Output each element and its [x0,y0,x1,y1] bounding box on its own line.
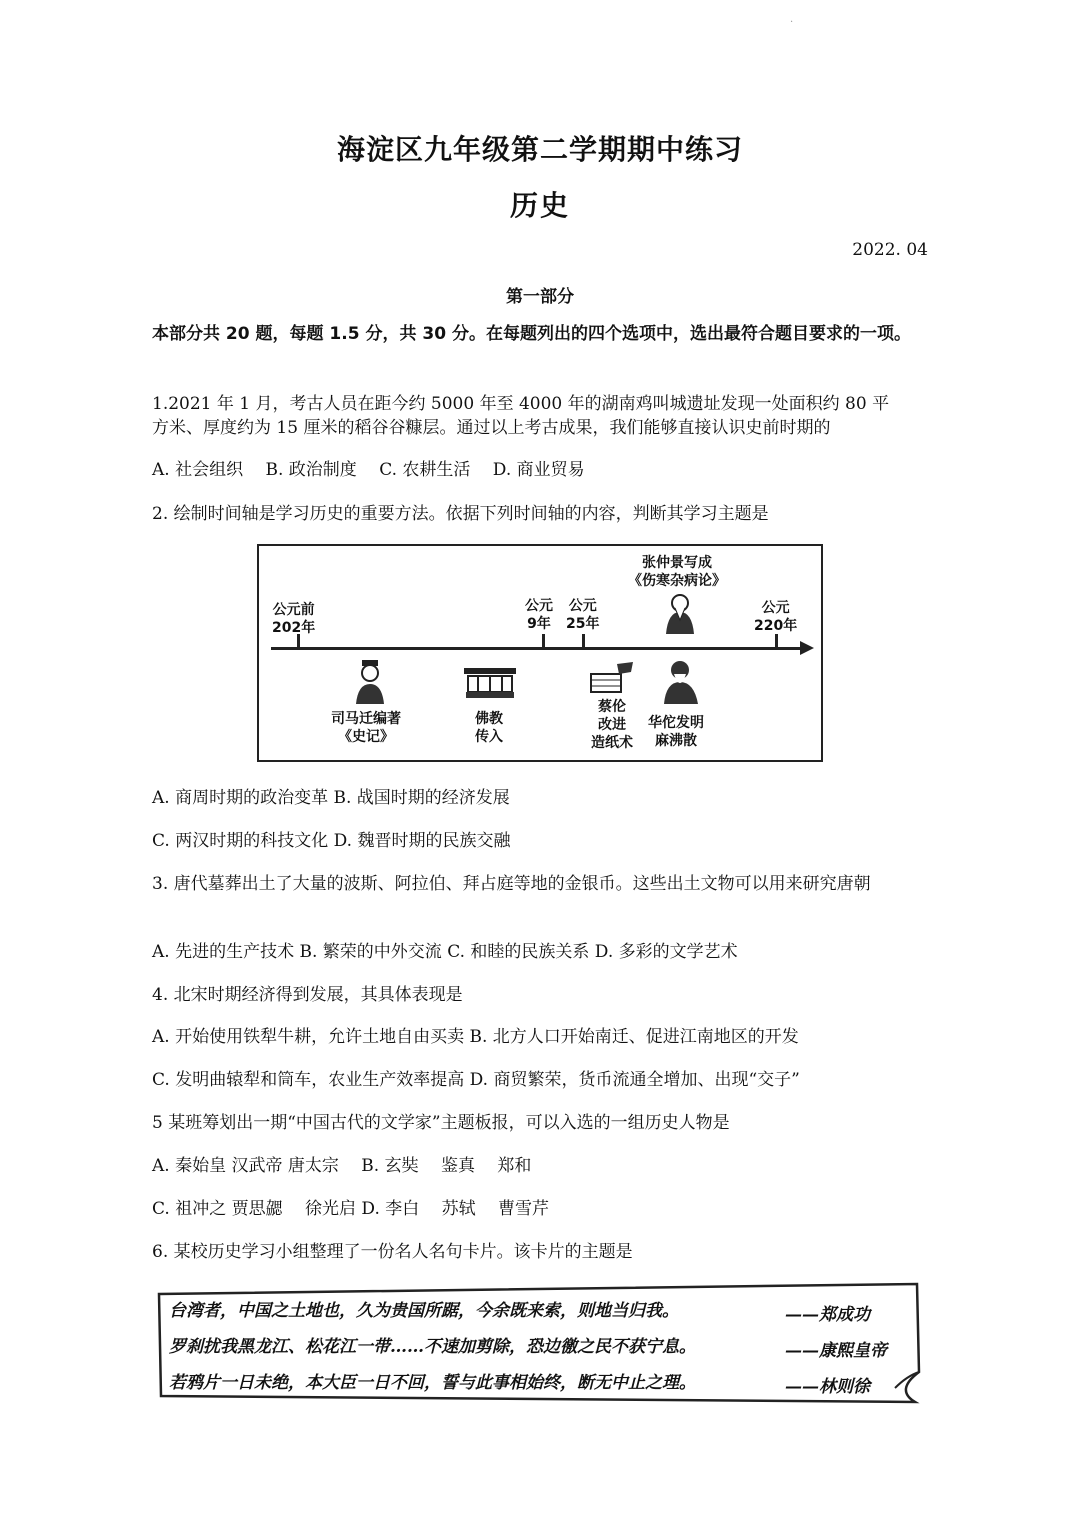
timeline-axis [271,647,801,650]
q2-options-cd: C. 两汉时期的科技文化 D. 魏晋时期的民族交融 [152,831,511,851]
buddhism-temple-icon [462,664,518,700]
timeline-tick [582,634,585,650]
q4-options-ab: A. 开始使用铁犁牛耕，允许土地自由买卖 B. 北方人口开始南迁、促进江南地区的开发 [152,1027,799,1047]
timeline-date-220ad: 公元 220年 [754,600,798,634]
timeline-event-simaqian: 司马迁编著 《史记》 [331,711,401,745]
q5-options-cd: C. 祖冲之 贾思勰 徐光启 D. 李白 苏轼 曹雪芹 [152,1199,550,1219]
q1-stem-line2: 方米、厚度约为 15 厘米的稻谷谷糠层。通过以上考古成果，我们能够直接认识史前时期的 [152,418,831,438]
q2-options-ab: A. 商周时期的政治变革 B. 战国时期的经济发展 [152,788,510,808]
exam-date: 2022. 04 [852,240,928,260]
timeline-tick [542,634,545,650]
timeline-date-9ad: 公元 9年 [525,598,553,632]
exam-title: 海淀区九年级第二学期期中练习 [336,133,743,166]
simaqian-portrait-icon [352,660,388,704]
q3-stem: 3. 唐代墓葬出土了大量的波斯、阿拉伯、拜占庭等地的金银币。这些出土文物可以用来研究唐朝 [152,874,871,894]
q2-stem: 2. 绘制时间轴是学习历史的重要方法。依据下列时间轴的内容，判断其学习主题是 [152,504,769,524]
timeline-event-huatuo: 华佗发明 麻沸散 [648,715,704,749]
q4-stem: 4. 北宋时期经济得到发展，其具体表现是 [152,985,463,1005]
timeline-date-202bc: 公元前 202年 [272,602,316,636]
q3-options: A. 先进的生产技术 B. 繁荣的中外交流 C. 和睦的民族关系 D. 多彩的文学艺术 [152,942,738,962]
quote-card [155,1280,925,1406]
timeline-event-cailun: 蔡伦 改进 造纸术 [591,699,633,751]
section-instructions: 本部分共 20 题，每题 1.5 分，共 30 分。在每题列出的四个选项中，选出最符合题目要求的一项。 [152,324,911,344]
section-title: 第一部分 [506,287,574,307]
timeline-arrow-icon [800,641,814,655]
quote-zhengchenggong: 台湾者，中国之土地也，久为贵国所踞，今余既来索，则地当归我。 [169,1301,679,1321]
q5-stem: 5 某班筹划出一期“中国古代的文学家”主题板报，可以入选的一组历史人物是 [152,1113,730,1133]
timeline-event-buddhism: 佛教 传入 [475,711,503,745]
exam-subject: 历史 [509,189,570,222]
author-zhengchenggong: ——郑成功 [785,1305,870,1325]
timeline-event-zhangzhongjing: 张仲景写成 《伤寒杂病论》 [628,555,726,589]
quote-kangxi: 罗刹扰我黑龙江、松花江一带……不速加剪除，恐边徼之民不获宁息。 [169,1337,696,1357]
corner-mark: . [790,14,794,25]
q5-options-ab: A. 秦始皇 汉武帝 唐太宗 B. 玄奘 鉴真 郑和 [152,1156,532,1176]
author-kangxi: ——康熙皇帝 [785,1341,887,1361]
papermaking-icon [589,660,635,696]
q4-options-cd: C. 发明曲辕犁和筒车，农业生产效率提高 D. 商贸繁荣，货币流通全增加、出现“交子” [152,1070,800,1090]
zhangzhongjing-portrait-icon [658,592,702,634]
q1-stem-line1: 1.2021 年 1 月，考古人员在距今约 5000 年至 4000 年的湖南鸡叫城遗址发现一处面积约 80 平 [152,394,890,414]
q6-stem: 6. 某校历史学习小组整理了一份名人名句卡片。该卡片的主题是 [152,1242,633,1262]
huatuo-portrait-icon [660,658,702,704]
q1-options: A. 社会组织 B. 政治制度 C. 农耕生活 D. 商业贸易 [152,460,585,480]
timeline-date-25ad: 公元 25年 [566,598,600,632]
author-linzexu: ——林则徐 [785,1377,870,1397]
quote-linzexu: 若鸦片一日未绝，本大臣一日不回，誓与此事相始终，断无中止之理。 [169,1373,696,1393]
timeline-tick [775,634,778,650]
